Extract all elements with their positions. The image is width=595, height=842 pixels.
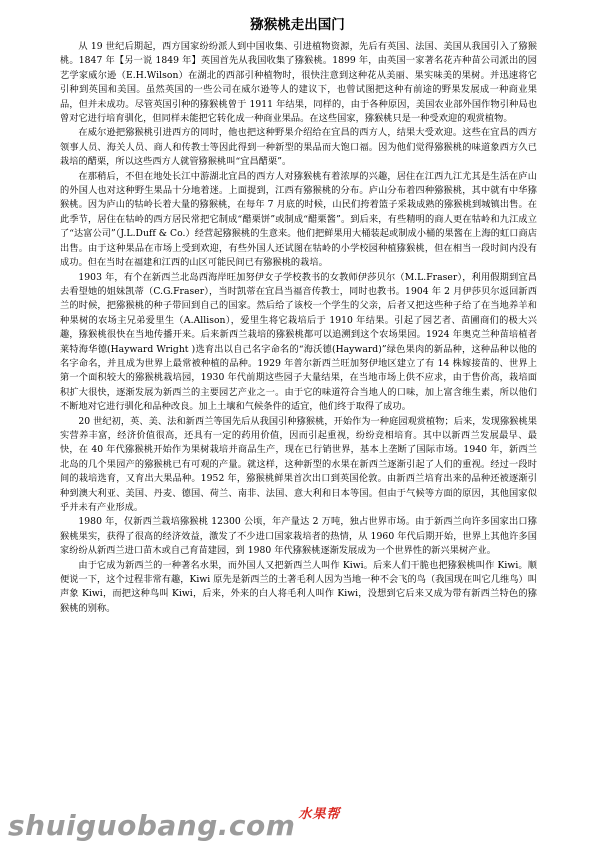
paragraph-2: 在威尔逊把猕猴桃引进西方的同时，他也把这种野果介绍给在宜昌的西方人，结果大受欢迎。这些在宜昌的西方领事人员、海关人员、商人和传教士等因此得到一种新型的果品而大饱口福。因为他们觉得猕猴桃的味道象西方久已栽培的醋栗，所以这些西方人就管猕猴桃叫“宜昌醋栗”。 (60, 127, 537, 168)
paragraph-3: 在那稍后，不但在地处长江中游湖北宜昌的西方人对猕猴桃有着浓厚的兴趣，居住在江西九江尤其是生活在庐山的外国人也对这种野生果品十分地着迷。上面提到，江西有猕猴桃的分布。庐山分布着四种猕猴桃，其中就有中华猕猴桃。因为庐山的牯岭长着大量的猕猴桃，在每年 7 月底的时候，山民们挎着篮子采栽成熟的猕猴桃到城镇出售。在此季节，居住在牯岭的西方居民常把它制成“醋栗饼”或制成“醋栗酱”。到后来，有些精明的商人更在牯岭和九江成立了“达富公司”（J.L.Duff & Co.）经营起猕猴桃的生意来。他们把鲜果用大桶装起或制成小桶的果酱在上海的虹口商店出售。由于这种果品在市场上受到欢迎，有些外国人还试图在牯岭的小学校园种植猕猴桃，但在相当一段时间内没有成功。但在当时在福建和江西的山区可能民间已有猕猴桃的栽培。 (60, 170, 537, 269)
article-body (60, 40, 537, 616)
paragraph-5: 20 世纪初，英、美、法和新西兰等国先后从我国引种猕猴桃，开始作为一种庭园观赏植物；后来，发现猕猴桃果实营养丰富，经济价值很高，还具有一定的药用价值，因而引起重视，纷纷竞相培育。其中以新西兰发展最早、最快，在 40 年代猕猴桃开始作为果树栽培并商品生产，现在已行销世界，基本上垄断了国际市场。1940 年，新西兰北岛的几个果园产的猕猴桃已有可观的产量。就这样，这种新型的水果在新西兰逐渐引起了人们的重视。经过一段时间的栽培选育，又育出大果品种。1952 年，猕猴桃鲜果首次出口到英国伦敦。由新西兰培育出来的品种还被逐渐引种到澳大利亚、美国、丹麦、德国、荷兰、南非、法国、意大利和日本等国。但由于气候等方面的原因，其他国家似乎并未有产业形成。 (60, 415, 537, 513)
watermark-site: shuiguobang.com (8, 809, 296, 842)
footer-watermark (8, 806, 595, 842)
paragraph-1: 从 19 世纪后期起，西方国家纷纷派人到中国收集、引进植物资源，先后有英国、法国、美国从我国引入了猕猴桃。1847 年【另一说 1849 年】英国首先从我国收集了猕猴桃。1899 年，由英国一家著名花卉种苗公司派出的园艺学家威尔逊（E.H.Wilson）在湖北的西部引种植物时，很快注意到这种花从美丽、果实味美的果树。并迅速将它引种到英国和美国。虽然英国的一些公司在威尔逊等人的建议下，也曾试图把这种有前途的野果发展成一种商业果品，但并未成功。尽管英国引种的猕猴桃曾于 1911 年结果，同样的，由于各种原因，美国农业部外国作物引种局也曾对它进行培育驯化，但同样未能把它转化成一种商业果品。在这些国家，猕猴桃只是一种受欢迎的观赏植物。 (60, 41, 537, 125)
paragraph-6: 1980 年，仅新西兰栽培猕猴桃 12300 公顷，年产量达 2 万吨，独占世界市场。由于新西兰向许多国家出口猕猴桃果实，获得了很高的经济效益，激发了不少进口国家栽培者的热情，从 1960 年代后期开始，世界上其他许多国家纷纷从新西兰进口苗木或自己育苗建园，到 1980 年代猕猴桃逐渐发展成为一个世界性的新兴果树产业。 (60, 516, 537, 557)
watermark-brand: 水果帮 (298, 807, 341, 822)
page-title: 猕猴桃走出国门 (250, 17, 345, 33)
paragraph-4: 1903 年，有个在新西兰北岛西海岸旺加努伊女子学校教书的女教师伊莎贝尔（M.L.Fraser），利用假期到宜昌去看望她的姐妹凯蒂（C.G.Fraser），当时凯蒂在宜昌当福音传教士，同时也教书。1904 年 2 月伊莎贝尔返回新西兰的时候，把猕猴桃的种子带回到自己的国家。然后给了该校一个学生的父亲，后者又把这些种子给了在当地养羊和种果树的农场主兄弟爱里生（A.Allison），爱里生将它栽培后于 1910 年结果。引起了园艺者、苗圃商们的极大兴趣，猕猴桃很快在当地传播开来。后来新西兰栽培的猕猴桃都可以追溯到这个农场果园。1924 年奥克兰种苗培植者莱特海华德(Hayward Wright )选育出以自己名字命名的“海沃德(Hayward)”绿色果肉的新品种，这种品种以他的名字命名，并且成为世界上最常被种植的品种。1929 年普尔新西兰旺加努伊地区建立了有 14 株嫁接苗的、世界上第一个面积较大的猕猴桃栽培园，1930 年代前期这些园子大量结果，在当地市场上供不应求，由于售价高，栽培面积扩大很快，逐渐发展为新西兰的主要园艺产业之一。由于它的味道符合当地人的口味，加上富含维生素，所以他们不断地对它进行驯化和品种改良。加上土壤和气候条件的适宜，他们终于取得了成功。 (60, 271, 537, 413)
paragraph-7: 由于它成为新西兰的一种著名水果，而外国人又把新西兰人叫作 Kiwi。后来人们干脆也把猕猴桃叫作 Kiwi。顺便说一下，这个过程非常有趣，Kiwi 原先是新西兰的土著毛利人因为当地一种不会飞的鸟（我国现在叫它几维鸟）叫声象 Kiwi，而把这种鸟叫 Kiwi，后来，外来的白人将毛利人叫作 Kiwi，没想到它后来又成为带有新西兰特色的猕猴桃的别称。 (60, 559, 537, 614)
